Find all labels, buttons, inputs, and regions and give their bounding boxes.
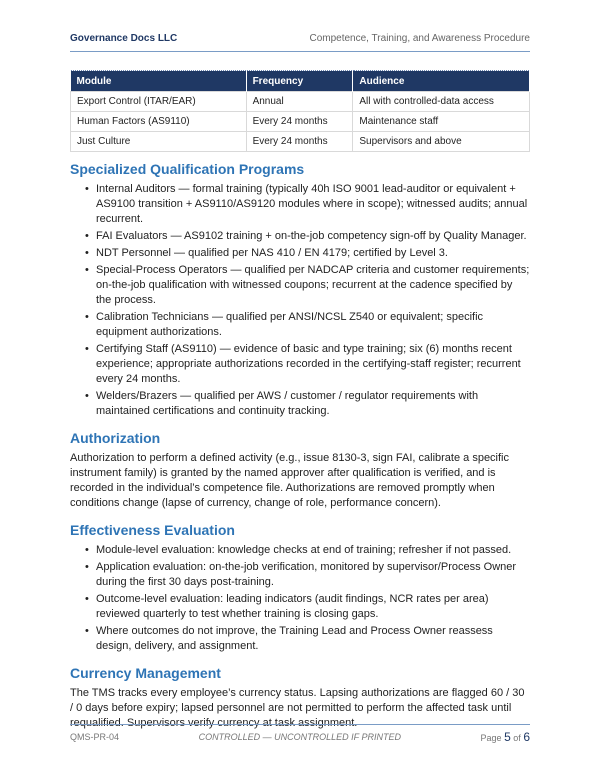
- list-item: • Internal Auditors — formal training (typically 40h ISO 9001 lead-auditor or equivalent + AS9100 transition + AS9110/AS9120 modules where in scope); witnessed audits; annual recurrent.: [70, 182, 530, 227]
- table-cell: Supervisors and above: [353, 132, 530, 152]
- document-title: Competence, Training, and Awareness Procedure: [309, 33, 530, 44]
- column-header-frequency: Frequency: [246, 71, 353, 92]
- table-cell: Export Control (ITAR/EAR): [71, 92, 247, 112]
- section-heading: Currency Management: [70, 665, 221, 681]
- section-heading: Specialized Qualification Programs: [70, 161, 305, 177]
- column-header-audience: Audience: [353, 71, 530, 92]
- control-statement: CONTROLLED — UNCONTROLLED IF PRINTED: [198, 732, 401, 742]
- page-current: 5: [504, 730, 511, 744]
- section-heading: Effectiveness Evaluation: [70, 522, 235, 538]
- table-cell: Human Factors (AS9110): [71, 112, 247, 132]
- list-item: • Module-level evaluation: knowledge checks at end of training; refresher if not passed.: [70, 543, 530, 558]
- document-body: [70, 160, 530, 731]
- currency-section: [70, 664, 530, 731]
- list-item: • FAI Evaluators — AS9102 training + on-the-job competency sign-off by Quality Manager.: [70, 229, 530, 244]
- page-prefix: Page: [480, 733, 502, 743]
- table-row: [71, 112, 530, 132]
- document-id: QMS-PR-04: [70, 732, 120, 742]
- page-footer: [70, 724, 530, 749]
- table-cell: Every 24 months: [246, 112, 353, 132]
- list-item: • Calibration Technicians — qualified per ANSI/NCSL Z540 or equivalent; specific equipment authorizations.: [70, 310, 530, 340]
- list-item: • Special-Process Operators — qualified per NADCAP criteria and customer requirements; on-the-job qualification with witnessed coupons; recurrent at the cadence specified by the process.: [70, 263, 530, 308]
- list-item: • Certifying Staff (AS9110) — evidence of basic and type training; six (6) months recent experience; appropriate authorizations recorded in the certifying-staff register; recurrent every 24 months.: [70, 342, 530, 387]
- table-cell: Every 24 months: [246, 132, 353, 152]
- evaluation-list: [70, 543, 530, 654]
- training-modules-table: [70, 70, 530, 152]
- section-heading: Authorization: [70, 430, 161, 446]
- organization-name: Governance Docs LLC: [70, 33, 178, 44]
- table-header-row: [71, 71, 530, 92]
- table-row: [71, 92, 530, 112]
- page-total: 6: [523, 730, 530, 744]
- list-item: • Where outcomes do not improve, the Training Lead and Process Owner reassess design, delivery, and assignment.: [70, 624, 530, 654]
- list-item: • NDT Personnel — qualified per NAS 410 / EN 4179; certified by Level 3.: [70, 246, 530, 261]
- authorization-section: [70, 429, 530, 511]
- table-row: [71, 132, 530, 152]
- page-header: [70, 33, 530, 52]
- qualification-list: [70, 182, 530, 419]
- table-cell: Annual: [246, 92, 353, 112]
- page-number: [481, 730, 530, 744]
- table-cell: All with controlled-data access: [353, 92, 530, 112]
- column-header-module: Module: [71, 71, 247, 92]
- list-item: • Welders/Brazers — qualified per AWS / customer / regulator requirements with maintained certifications and continuity tracking.: [70, 389, 530, 419]
- table-cell: Just Culture: [71, 132, 247, 152]
- specialized-qualification-section: [70, 160, 530, 419]
- effectiveness-section: [70, 521, 530, 654]
- page-of: of: [513, 733, 521, 743]
- section-paragraph: The TMS tracks every employee’s currency status. Lapsing authorizations are flagged 60 / 30 / 0 days before expiry; lapsed personnel are not permitted to perform the affected task until requalified. Supervisors verify currency at task assignment.: [70, 687, 525, 729]
- table-cell: Maintenance staff: [353, 112, 530, 132]
- list-item: • Outcome-level evaluation: leading indicators (audit findings, NCR rates per area) reviewed quarterly to test whether training is closing gaps.: [70, 592, 530, 622]
- list-item: • Application evaluation: on-the-job verification, monitored by supervisor/Process Owner during the first 30 days post-training.: [70, 560, 530, 590]
- section-paragraph: Authorization to perform a defined activity (e.g., issue 8130-3, sign FAI, calibrate a specific instrument family) is granted by the named approver after qualification is verified, and is recorded in the individual’s competence file. Authorizations are removed promptly when conditions change (lapse of currency, change of role, performance concern).: [70, 452, 510, 509]
